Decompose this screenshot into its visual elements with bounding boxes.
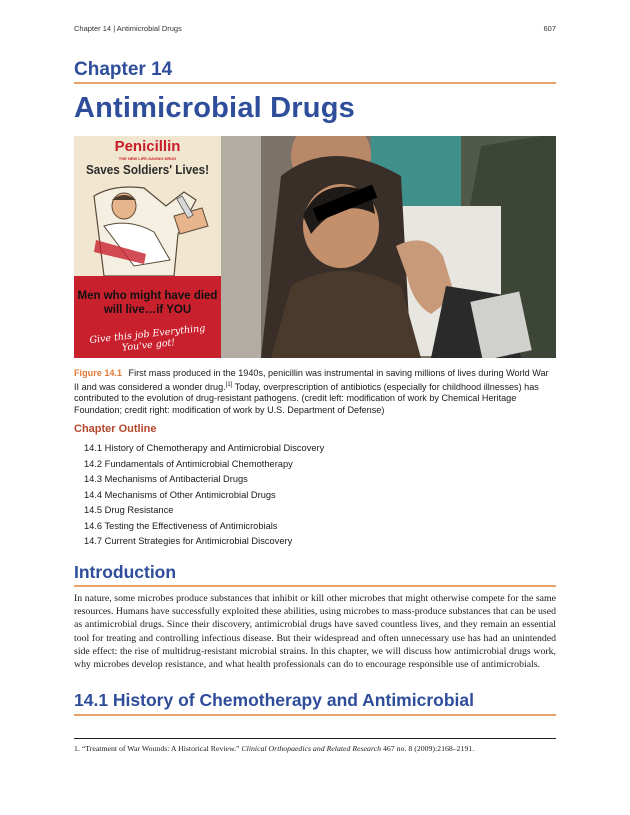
poster-headline: Saves Soldiers' Lives! (85, 162, 210, 177)
caption-text-2: Today, overprescription of antibiotics (especially for childhood illnesses) has contributed to the evolution of drug-resistant pathogens. (credit left: modification of work by Chemical Heritage Foundation; credit right: modification of work by U.S. Department of Defense) (74, 381, 539, 415)
running-head-title: Chapter 14 | Antimicrobial Drugs (74, 24, 182, 33)
outline-item[interactable]: 14.5 Drug Resistance (84, 505, 174, 515)
footnote-title: “Treatment of War Wounds: A Historical Review.” (81, 744, 240, 753)
footnote (74, 744, 556, 753)
outline-item[interactable]: 14.6 Testing the Effectiveness of Antimicrobials (84, 520, 278, 531)
chapter-outline-list (84, 442, 324, 551)
outline-item[interactable]: 14.1 History of Chemotherapy and Antimicrobial Discovery (84, 443, 325, 453)
chapter-outline-heading: Chapter Outline (74, 423, 157, 435)
introduction-rule (74, 585, 556, 587)
caption-text-1: First mass produced in the 1940s, penicillin was instrumental in saving millions of lives during World War II and was considered a wonder drug. (74, 368, 549, 392)
outline-item[interactable]: 14.4 Mechanisms of Other Antimicrobial Drugs (84, 489, 276, 500)
section-14-1-rule (74, 714, 556, 716)
outline-item[interactable]: 14.7 Current Strategies for Antimicrobial Discovery (84, 536, 293, 546)
poster-title: Penicillin (114, 138, 181, 155)
poster-subtitle: THE NEW LIFE-SAVING DRUG (118, 156, 177, 161)
child-medical-exam-photo (221, 136, 556, 358)
poster-line-2: will live…if YOU (103, 304, 192, 316)
page-number: 607 (543, 24, 556, 33)
poster-footer: Give this job Everything You've got! (89, 322, 206, 354)
poster-line-1: Men who might have died (77, 290, 218, 302)
caption-footnote-ref[interactable]: [1] (225, 381, 233, 388)
introduction-body: In nature, some microbes produce substances that inhibit or kill other microbes that might otherwise compete for the same resources. Humans have successfully exploited these abilities, using microbes to mass-produce substances that can be used as antimicrobial drugs. Since their discovery, antimicrobial drugs have saved countless lives, and they remain an essential tool for treating and controlling infectious disease. But their widespread and often unnecessary use has had an unintended side effect: the rise of multidrug-resistant microbial strains. In this chapter, we will discuss how antimicrobial drugs work, why microbes develop resistance, and what health professionals can do to encourage responsible use of antimicrobials. (74, 593, 556, 671)
footnote-journal: Clinical Orthopaedics and Related Research (241, 744, 382, 753)
outline-item[interactable]: 14.2 Fundamentals of Antimicrobial Chemotherapy (84, 458, 293, 469)
running-head (74, 24, 556, 33)
outline-item[interactable]: 14.3 Mechanisms of Antibacterial Drugs (84, 474, 248, 484)
introduction-heading: Introduction (74, 562, 177, 582)
footnote-details: 467 no. 8 (2009):2168–2191. (383, 744, 475, 753)
chapter-label-rule (74, 82, 556, 84)
figure-label: Figure 14.1 (74, 368, 123, 378)
figure-caption (74, 368, 556, 416)
footnote-rule (74, 738, 556, 739)
footnote-number: 1. (74, 744, 80, 753)
penicillin-poster-image (74, 136, 221, 358)
figure-14-1 (74, 136, 556, 358)
chapter-label: Chapter 14 (74, 59, 173, 80)
chapter-title: Antimicrobial Drugs (74, 92, 355, 124)
section-14-1-heading: 14.1 History of Chemotherapy and Antimicrobial (74, 690, 474, 710)
photo-illustration (221, 136, 556, 358)
